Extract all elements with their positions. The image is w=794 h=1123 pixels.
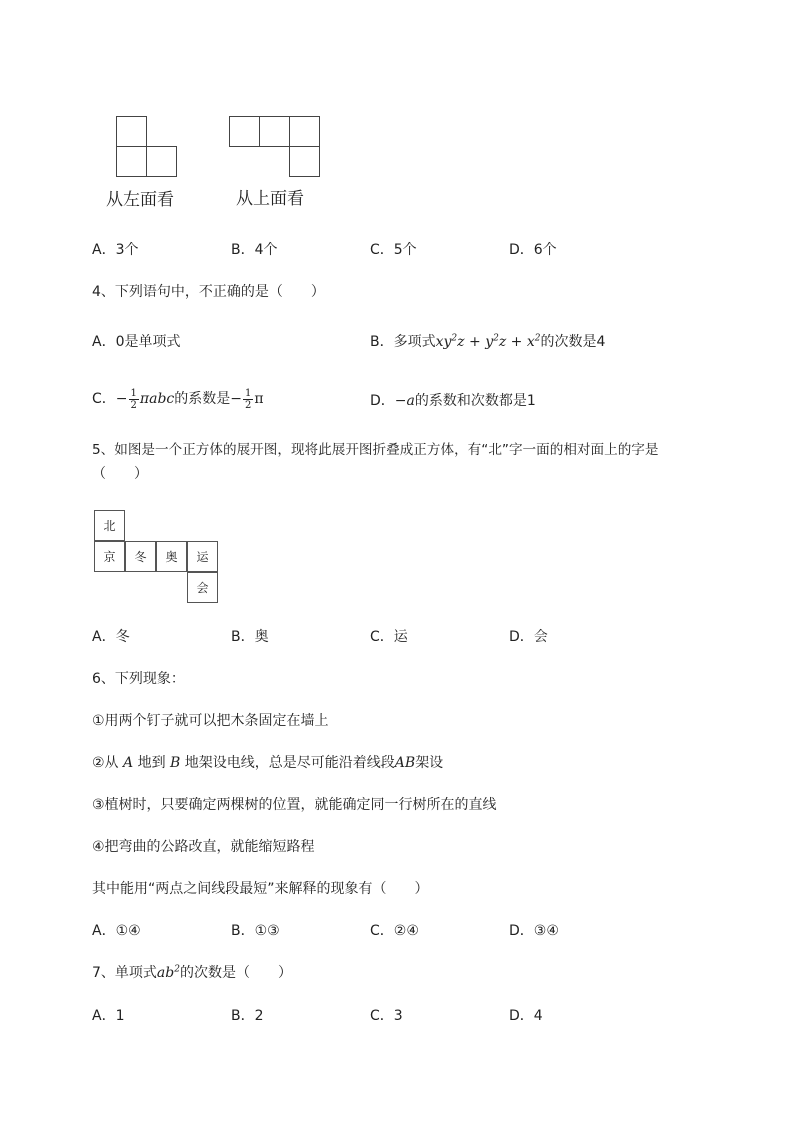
- net-cell-hui: 会: [187, 572, 218, 603]
- q4-stem: 4、下列语句中，不正确的是（ ）: [92, 284, 325, 300]
- q4-option-b-prefix: B．多项式: [370, 334, 436, 350]
- q6-item-3: ③植树时，只要确定两棵树的位置，就能确定同一行树所在的直线: [92, 797, 497, 813]
- q6-item-2-part-d: 架设: [415, 755, 444, 771]
- q4-option-a[interactable]: A．0是单项式: [92, 334, 181, 350]
- q7-option-b[interactable]: B．2: [231, 1008, 264, 1024]
- q6-item-2-part-b: 地到: [137, 755, 166, 771]
- net-cell-jing: 京: [94, 541, 125, 572]
- monomial-ab2: $ab^2$: [156, 964, 180, 981]
- view-square: [289, 116, 320, 147]
- q4-option-c-mid: 的系数是: [174, 391, 231, 407]
- q5-option-c[interactable]: C．运: [370, 629, 408, 645]
- q6-item-4: ④把弯曲的公路改直，就能缩短路程: [92, 839, 315, 855]
- q3-option-d[interactable]: D．6个: [509, 242, 557, 258]
- view-square: [116, 116, 147, 147]
- fraction-one-half: $\frac{1}{2}$: [130, 387, 137, 411]
- q7-stem: [92, 964, 292, 982]
- view-square: [146, 146, 177, 177]
- q6-option-a[interactable]: A．①④: [92, 923, 141, 939]
- q3-option-b[interactable]: B．4个: [231, 242, 278, 258]
- caption-top-view: 从上面看: [236, 189, 304, 209]
- view-square: [289, 146, 320, 177]
- q6-stem: 6、下列现象：: [92, 671, 185, 687]
- q6-option-c[interactable]: C．②④: [370, 923, 419, 939]
- q6-item-2-part-a: ②从: [92, 755, 119, 771]
- fraction-one-half: $\frac{1}{2}$: [244, 387, 252, 411]
- net-cell-dong: 冬: [125, 541, 156, 572]
- q4-option-c-prefix: C．: [92, 391, 116, 407]
- q6-item-2: ②从 A 地到 B 地架设电线，总是尽可能沿着线段AB架设: [92, 755, 444, 771]
- polynomial-expression: $xy^2z + y^2z + x^2$: [435, 333, 541, 350]
- q3-option-a[interactable]: A．3个: [92, 242, 139, 258]
- q5-stem-line1: 5、如图是一个正方体的展开图，现将此展开图折叠成正方体，有“北”字一面的相对面上的字是: [92, 442, 659, 458]
- view-square: [116, 146, 147, 177]
- q5-option-d[interactable]: D．会: [509, 629, 548, 645]
- q4-option-d[interactable]: D．−a的系数和次数都是1: [370, 393, 536, 409]
- q4-option-c[interactable]: C．− $\frac{1}{2}$ πabc的系数是− $\frac{1}{2}$ π: [92, 387, 264, 411]
- q6-item-2-part-c: 地架设电线，总是尽可能沿着线段: [184, 755, 395, 771]
- q6-question: 其中能用“两点之间线段最短”来解释的现象有（ ）: [92, 881, 429, 897]
- q5-option-a[interactable]: A．冬: [92, 629, 130, 645]
- caption-left-view: 从左面看: [106, 190, 174, 210]
- q3-option-c[interactable]: C．5个: [370, 242, 417, 258]
- q6-item-1: ①用两个钉子就可以把木条固定在墙上: [92, 713, 329, 729]
- q7-option-c[interactable]: C．3: [370, 1008, 403, 1024]
- q4-option-b-suffix: 的次数是4: [540, 334, 606, 350]
- q6-option-d[interactable]: D．③④: [509, 923, 559, 939]
- net-cell-bei: 北: [94, 510, 125, 541]
- q4-option-d-prefix: D．: [370, 393, 395, 409]
- q7-option-d[interactable]: D．4: [509, 1008, 543, 1024]
- q6-option-b[interactable]: B．①③: [231, 923, 280, 939]
- q7-stem-suffix: 的次数是（ ）: [179, 965, 292, 981]
- view-square: [259, 116, 290, 147]
- q5-stem-line2: （ ）: [92, 466, 148, 482]
- q4-option-b[interactable]: [370, 333, 605, 351]
- net-cell-yun: 运: [187, 541, 218, 572]
- monomial-pi-abc: πabc: [139, 391, 175, 407]
- q7-stem-prefix: 7、单项式: [92, 965, 157, 981]
- view-square: [229, 116, 260, 147]
- q5-option-b[interactable]: B．奥: [231, 629, 269, 645]
- q4-option-d-suffix: 的系数和次数都是1: [414, 393, 536, 409]
- net-cell-ao: 奥: [156, 541, 187, 572]
- q7-option-a[interactable]: A．1: [92, 1008, 125, 1024]
